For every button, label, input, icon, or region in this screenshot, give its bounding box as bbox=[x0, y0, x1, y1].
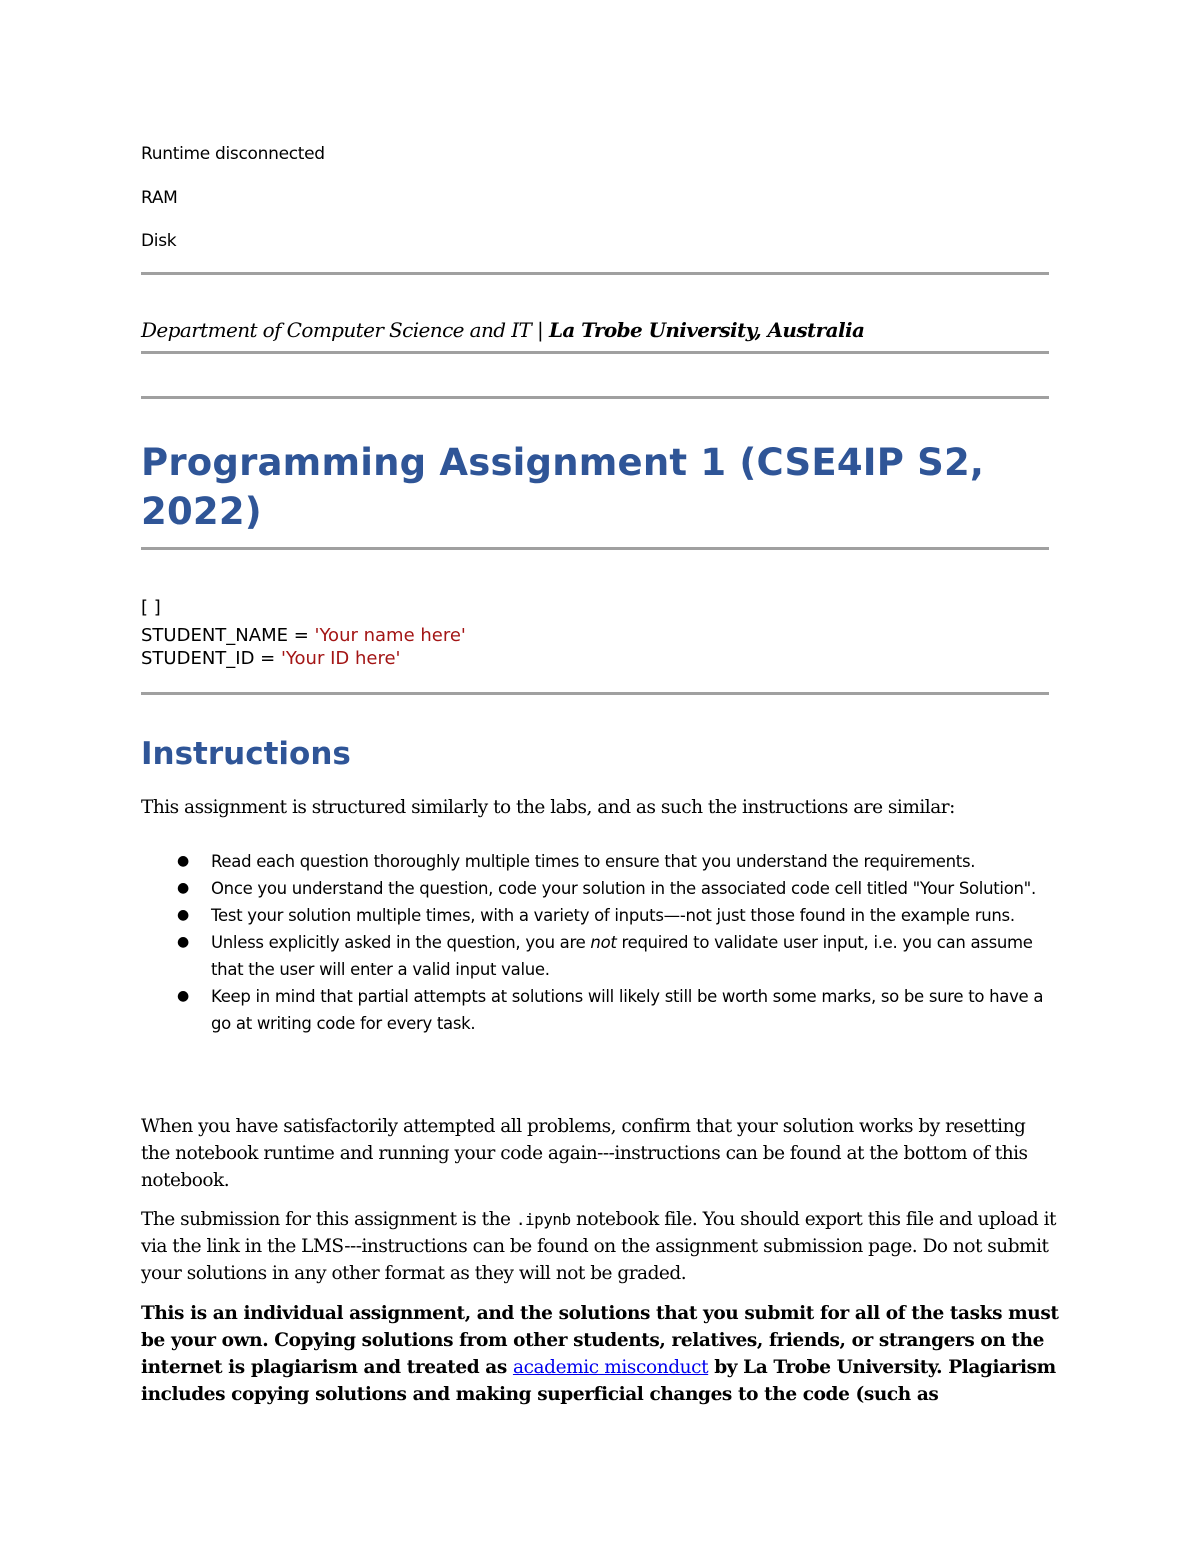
divider bbox=[141, 547, 1049, 550]
department-name: Department of Computer Science and IT | bbox=[141, 318, 549, 342]
file-extension-code: .ipynb bbox=[515, 1210, 571, 1229]
list-item: ● Test your solution multiple times, with a variety of inputs—-not just those found in the example runs. bbox=[177, 902, 1057, 929]
disk-label: Disk bbox=[141, 231, 177, 251]
instructions-intro: This assignment is structured similarly to the labs, and as such the instructions are similar: bbox=[141, 797, 955, 818]
bullet-icon: ● bbox=[177, 988, 189, 1004]
instructions-list bbox=[177, 848, 1057, 1037]
divider bbox=[141, 351, 1049, 354]
divider bbox=[141, 396, 1049, 399]
ram-label: RAM bbox=[141, 188, 178, 208]
runtime-status: Runtime disconnected bbox=[141, 144, 325, 164]
list-item: ● Read each question thoroughly multiple times to ensure that you understand the requirements. bbox=[177, 848, 1057, 875]
code-line-student-name: STUDENT_NAME = 'Your name here' bbox=[141, 625, 466, 646]
code-line-student-id: STUDENT_ID = 'Your ID here' bbox=[141, 648, 401, 669]
bullet-icon: ● bbox=[177, 853, 189, 869]
completion-paragraph: When you have satisfactorily attempted all problems, confirm that your solution works by resetting the notebook runtime and running your code again---instructions can be found at the bottom of this notebook. bbox=[141, 1116, 1028, 1191]
list-item: ● Keep in mind that partial attempts at solutions will likely still be worth some marks, so be sure to have a go at writing code for every task. bbox=[177, 983, 1057, 1037]
divider bbox=[141, 272, 1049, 275]
instructions-heading: Instructions bbox=[141, 736, 351, 772]
run-cell-button[interactable]: [ ] bbox=[141, 597, 161, 618]
submission-paragraph: The submission for this assignment is the .ipynb notebook file. You should export this file and upload it via the link in the LMS---instructions can be found on the assignment submission page. Do not submit your solutions in any other format as they will not be graded. bbox=[141, 1209, 1056, 1284]
list-item: ● Unless explicitly asked in the question, you are not required to validate user input, i.e. you can assume that the user will enter a valid input value. bbox=[177, 929, 1057, 983]
divider bbox=[141, 692, 1049, 695]
integrity-paragraph: This is an individual assignment, and the solutions that you submit for all of the tasks must be your own. Copying solutions from other students, relatives, friends, or strangers on the internet is plagiarism and treated as academic misconduct by La Trobe University. Plagiarism includes copying solutions and making superficial changes to the code (such as bbox=[141, 1303, 1059, 1405]
bullet-icon: ● bbox=[177, 880, 189, 896]
bullet-icon: ● bbox=[177, 907, 189, 923]
code-cell[interactable] bbox=[141, 596, 466, 670]
bullet-icon: ● bbox=[177, 934, 189, 950]
list-item: ● Once you understand the question, code your solution in the associated code cell titled "Your Solution". bbox=[177, 875, 1057, 902]
academic-misconduct-link[interactable]: academic misconduct bbox=[512, 1357, 709, 1378]
university-name: La Trobe University, Australia bbox=[548, 318, 865, 342]
page-title: Programming Assignment 1 (CSE4IP S2, 2022) bbox=[141, 441, 985, 533]
department-header bbox=[141, 318, 864, 342]
